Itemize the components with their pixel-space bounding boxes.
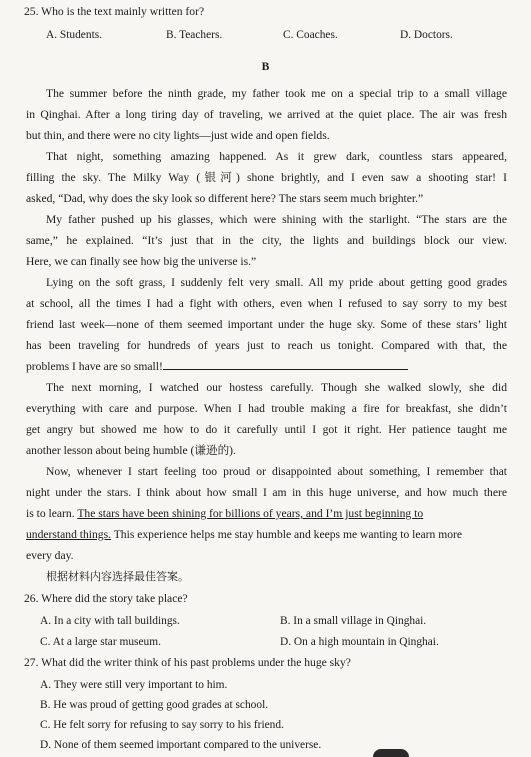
passage-line: Here, we can finally see how big the universe is.” bbox=[26, 255, 257, 268]
passage-line: My father pushed up his glasses, which were shining with the starlight. “The stars are the bbox=[46, 213, 507, 226]
answer-blank bbox=[163, 359, 408, 370]
q26-option-a: A. In a city with tall buildings. bbox=[40, 615, 180, 627]
question-25-stem: 25. Who is the text mainly written for? bbox=[24, 5, 205, 18]
q27-option-a: A. They were still very important to him. bbox=[40, 679, 228, 691]
section-label: B bbox=[261, 60, 270, 73]
q26-option-c: C. At a large star museum. bbox=[40, 636, 161, 648]
passage-line bbox=[26, 359, 507, 375]
passage-text: problems I have are so small! bbox=[26, 360, 163, 373]
passage-text: This experience helps me stay humble and keeps me wanting to learn more bbox=[113, 528, 463, 541]
q27-option-c: C. He felt sorry for refusing to say sorry to his friend. bbox=[40, 719, 284, 731]
passage-line: get angry but showed me how to do it carefully until I got it right. Her patience taught me bbox=[26, 423, 507, 436]
question-26-stem: 26. Where did the story take place? bbox=[24, 592, 188, 605]
q25-option-a: A. Students. bbox=[46, 29, 103, 41]
passage-line: friend last week—none of them seemed important under the huge sky. Some of these stars’ light bbox=[26, 318, 507, 331]
page-corner-mark bbox=[373, 749, 409, 757]
passage-line: in Qinghai. After a long tiring day of traveling, we arrived at the quiet place. The air was fresh bbox=[26, 108, 507, 121]
passage-line: same,” he explained. “It’s just that in the city, the lights and buildings block our view. bbox=[26, 234, 507, 247]
passage-line: Now, whenever I start feeling too proud or disappointed about something, I remember that bbox=[46, 465, 507, 478]
passage-line bbox=[26, 506, 507, 522]
passage-line: but thin, and there were no city lights—just wide and open fields. bbox=[26, 129, 330, 142]
q26-option-d: D. On a high mountain in Qinghai. bbox=[280, 636, 439, 648]
q25-option-c: C. Coaches. bbox=[283, 29, 338, 41]
underlined-sentence: The stars have been shining for billions of years, and I’m just beginning to bbox=[77, 507, 424, 520]
q25-option-d: D. Doctors. bbox=[400, 29, 453, 41]
passage-line: asked, “Dad, why does the sky look so different here? The stars seem much brighter.” bbox=[26, 192, 424, 205]
q27-option-d: D. None of them seemed important compared to the universe. bbox=[40, 739, 322, 751]
q27-option-b: B. He was proud of getting good grades at school. bbox=[40, 699, 269, 711]
passage-line: filling the sky. The Milky Way (银河) shone brightly, and I even saw a shooting star! I bbox=[26, 171, 507, 184]
passage-line: That night, something amazing happened. As it grew dark, countless stars appeared, bbox=[46, 150, 507, 163]
passage-line: everything with care and purpose. When I had trouble making a fire for breakfast, she didn’t bbox=[26, 402, 507, 415]
passage-line: has been traveling for hundreds of years just to reach us tonight. Compared with that, the bbox=[26, 339, 507, 352]
passage-line: The summer before the ninth grade, my father took me on a special trip to a small village bbox=[46, 87, 507, 100]
underlined-sentence-end: understand things. bbox=[26, 528, 112, 541]
passage-line: night under the stars. I think about how small I am in this huge universe, and how much there bbox=[26, 486, 507, 499]
q26-option-b: B. In a small village in Qinghai. bbox=[280, 615, 427, 627]
q25-option-b: B. Teachers. bbox=[166, 29, 223, 41]
question-27-stem: 27. What did the writer think of his past problems under the huge sky? bbox=[24, 656, 351, 669]
passage-line: another lesson about being humble (谦逊的). bbox=[26, 444, 236, 457]
passage-line: Lying on the soft grass, I suddenly felt very small. All my pride about getting good grades bbox=[46, 276, 507, 289]
passage-text: is to learn. bbox=[26, 507, 75, 520]
passage-line: every day. bbox=[26, 549, 74, 562]
passage-line bbox=[26, 527, 507, 543]
passage-line: at school, all the times I had a fight with others, even when I refused to say sorry to my best bbox=[26, 297, 507, 310]
passage-line: The next morning, I watched our hostess carefully. Though she walked slowly, she did bbox=[46, 381, 507, 394]
instruction: 根据材料内容选择最佳答案。 bbox=[46, 570, 189, 583]
